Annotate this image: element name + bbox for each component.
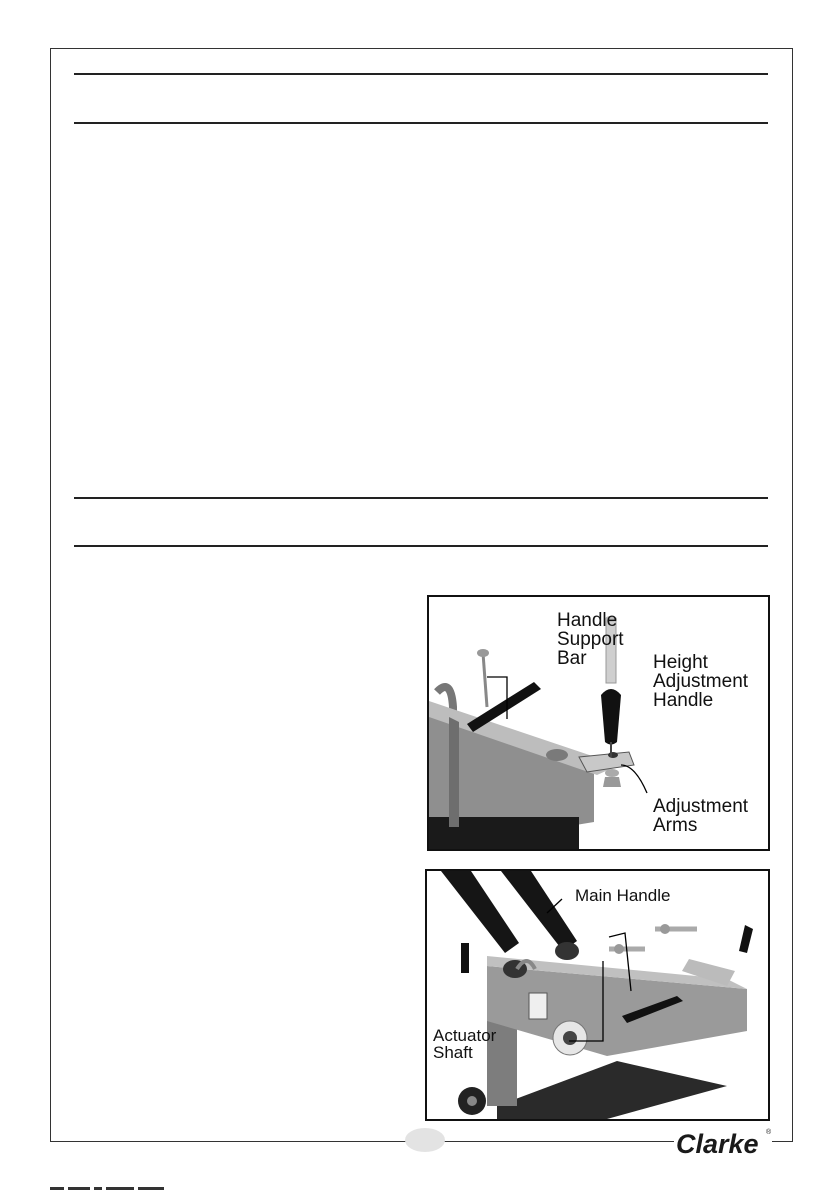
- registered-mark: ®: [766, 1129, 772, 1136]
- label-handle-support-bar: [557, 611, 624, 668]
- label-line: Support: [557, 629, 624, 650]
- clarke-logo: [672, 1120, 776, 1164]
- brand-wordmark: Clarke: [676, 1129, 759, 1159]
- label-main-handle: Main Handle: [575, 886, 671, 905]
- label-line: Bar: [557, 648, 587, 669]
- section-rule-top-2: [74, 497, 768, 499]
- label-line: Shaft: [433, 1043, 473, 1062]
- label-line: Adjustment: [653, 671, 749, 692]
- label-adjustment-arms: [653, 797, 748, 835]
- figure-main-handle-photo: [425, 869, 770, 1121]
- label-height-adjustment-handle: [653, 653, 748, 710]
- label-line: Height: [653, 652, 708, 673]
- section-rule-bottom-2: [74, 545, 768, 547]
- label-line: Arms: [653, 815, 698, 836]
- bottom-edge-marks: [0, 1186, 170, 1192]
- label-line: Adjustment: [653, 796, 749, 817]
- figure-handle-support-photo: [427, 595, 770, 851]
- label-line: Actuator: [433, 1026, 497, 1045]
- page-number-oval: [405, 1128, 445, 1152]
- section-rule-top-1: [74, 73, 768, 75]
- figure-main-handle-illustration: [427, 871, 768, 1119]
- label-line: Handle: [557, 610, 618, 631]
- label-actuator-shaft: [433, 1027, 496, 1061]
- section-rule-bottom-1: [74, 122, 768, 124]
- label-line: Handle: [653, 690, 714, 711]
